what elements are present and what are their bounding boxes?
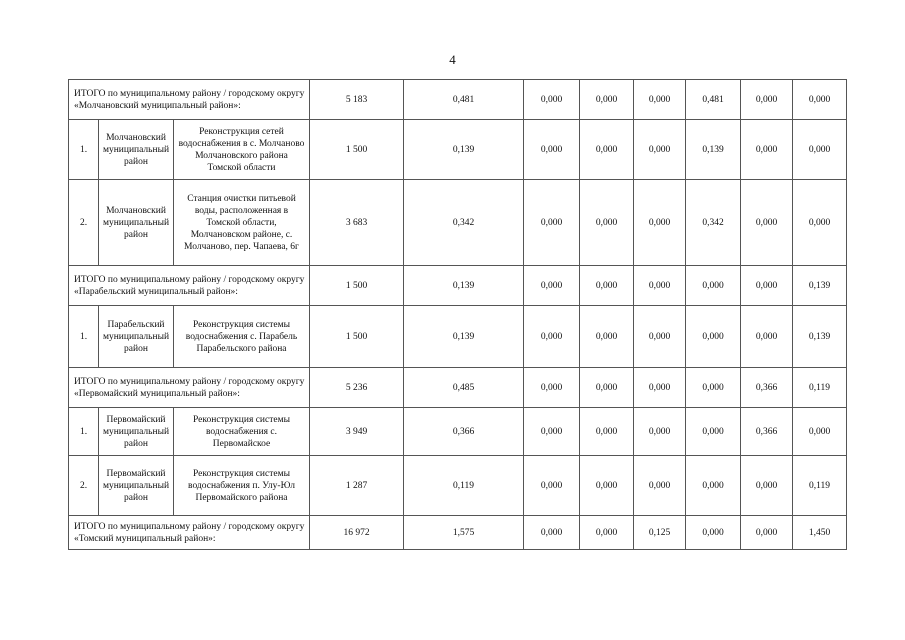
cell-value: 0,366 — [741, 368, 793, 408]
cell-value: 0,000 — [524, 516, 580, 550]
cell-value: 0,366 — [741, 408, 793, 456]
cell-value: 0,366 — [404, 408, 524, 456]
object-name: Реконструкция системы водоснабжения с. Первомайское — [174, 408, 310, 456]
cell-value: 0,000 — [580, 368, 634, 408]
cell-value: 0,000 — [741, 516, 793, 550]
cell-value: 0,000 — [524, 408, 580, 456]
table-row — [69, 180, 847, 266]
object-name: Реконструкция системы водоснабжения с. Парабель Парабельского района — [174, 306, 310, 368]
cell-value: 0,000 — [741, 456, 793, 516]
district-name: Парабельский муниципальный район — [99, 306, 174, 368]
cell-value: 0,000 — [634, 180, 686, 266]
cell-value: 0,000 — [580, 456, 634, 516]
cell-value: 0,000 — [524, 456, 580, 516]
row-number: 1. — [69, 408, 99, 456]
total-label: ИТОГО по муниципальному району / городскому округу «Молчановский муниципальный район»: — [69, 80, 310, 120]
district-name: Молчановский муниципальный район — [99, 180, 174, 266]
cell-value: 0,119 — [404, 456, 524, 516]
cell-value: 0,342 — [686, 180, 741, 266]
cell-value: 1 500 — [310, 266, 404, 306]
row-number: 2. — [69, 180, 99, 266]
cell-value: 1 287 — [310, 456, 404, 516]
cell-value: 0,000 — [580, 180, 634, 266]
cell-value: 0,481 — [686, 80, 741, 120]
district-name: Молчановский муниципальный район — [99, 120, 174, 180]
cell-value: 1 500 — [310, 306, 404, 368]
total-label: ИТОГО по муниципальному району / городскому округу «Томский муниципальный район»: — [69, 516, 310, 550]
cell-value: 0,000 — [634, 368, 686, 408]
cell-value: 0,000 — [634, 266, 686, 306]
cell-value: 3 949 — [310, 408, 404, 456]
district-name: Первомайский муниципальный район — [99, 456, 174, 516]
table-row-total — [69, 368, 847, 408]
cell-value: 1,450 — [793, 516, 847, 550]
cell-value: 0,000 — [580, 408, 634, 456]
cell-value: 0,000 — [741, 266, 793, 306]
total-label: ИТОГО по муниципальному району / городскому округу «Парабельский муниципальный район»: — [69, 266, 310, 306]
cell-value: 0,000 — [524, 80, 580, 120]
cell-value: 0,000 — [580, 516, 634, 550]
object-name: Станция очистки питьевой воды, расположенная в Томской области, Молчановском районе, с. Молчаново, пер. Чапаева, 6г — [174, 180, 310, 266]
object-name: Реконструкция сетей водоснабжения в с. Молчаново Молчановского района Томской области — [174, 120, 310, 180]
cell-value: 0,000 — [634, 80, 686, 120]
cell-value: 0,000 — [634, 120, 686, 180]
cell-value: 0,000 — [741, 180, 793, 266]
cell-value: 0,000 — [634, 306, 686, 368]
cell-value: 5 236 — [310, 368, 404, 408]
row-number: 2. — [69, 456, 99, 516]
cell-value: 0,000 — [634, 408, 686, 456]
cell-value: 0,000 — [524, 180, 580, 266]
table-row-total — [69, 266, 847, 306]
row-number: 1. — [69, 306, 99, 368]
table-row — [69, 120, 847, 180]
cell-value: 0,139 — [404, 266, 524, 306]
cell-value: 0,119 — [793, 368, 847, 408]
cell-value: 0,481 — [404, 80, 524, 120]
cell-value: 0,000 — [580, 266, 634, 306]
cell-value: 0,485 — [404, 368, 524, 408]
cell-value: 0,139 — [793, 266, 847, 306]
cell-value: 1,575 — [404, 516, 524, 550]
table-row — [69, 306, 847, 368]
table-row-total — [69, 516, 847, 550]
cell-value: 0,000 — [686, 368, 741, 408]
cell-value: 0,000 — [793, 80, 847, 120]
funding-table — [68, 79, 847, 550]
table-row-total — [69, 80, 847, 120]
cell-value: 16 972 — [310, 516, 404, 550]
page-number: 4 — [449, 52, 456, 67]
cell-value: 0,139 — [686, 120, 741, 180]
cell-value: 0,125 — [634, 516, 686, 550]
table-row — [69, 408, 847, 456]
cell-value: 0,000 — [580, 306, 634, 368]
cell-value: 0,000 — [580, 120, 634, 180]
cell-value: 0,000 — [524, 266, 580, 306]
cell-value: 0,139 — [404, 306, 524, 368]
cell-value: 0,139 — [793, 306, 847, 368]
district-name: Первомайский муниципальный район — [99, 408, 174, 456]
cell-value: 0,000 — [686, 456, 741, 516]
cell-value: 0,000 — [524, 368, 580, 408]
cell-value: 0,119 — [793, 456, 847, 516]
cell-value: 0,000 — [686, 266, 741, 306]
cell-value: 0,342 — [404, 180, 524, 266]
cell-value: 0,000 — [686, 408, 741, 456]
cell-value: 3 683 — [310, 180, 404, 266]
object-name: Реконструкция системы водоснабжения п. Улу-Юл Первомайского района — [174, 456, 310, 516]
cell-value: 0,139 — [404, 120, 524, 180]
cell-value: 0,000 — [793, 120, 847, 180]
table-row — [69, 456, 847, 516]
total-label: ИТОГО по муниципальному району / городскому округу «Первомайский муниципальный район»: — [69, 368, 310, 408]
cell-value: 0,000 — [741, 80, 793, 120]
cell-value: 0,000 — [580, 80, 634, 120]
cell-value: 0,000 — [524, 306, 580, 368]
cell-value: 0,000 — [741, 120, 793, 180]
cell-value: 0,000 — [741, 306, 793, 368]
cell-value: 0,000 — [634, 456, 686, 516]
cell-value: 0,000 — [524, 120, 580, 180]
cell-value: 0,000 — [793, 408, 847, 456]
cell-value: 0,000 — [686, 306, 741, 368]
row-number: 1. — [69, 120, 99, 180]
cell-value: 5 183 — [310, 80, 404, 120]
cell-value: 0,000 — [793, 180, 847, 266]
cell-value: 1 500 — [310, 120, 404, 180]
cell-value: 0,000 — [686, 516, 741, 550]
